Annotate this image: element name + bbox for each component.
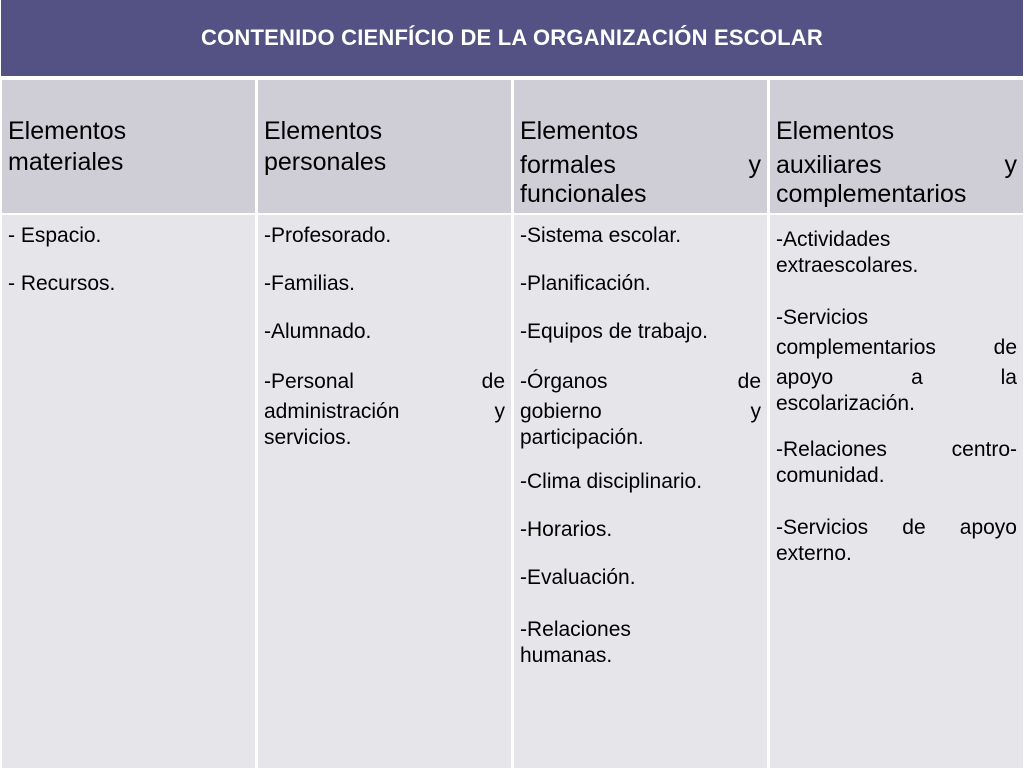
heading-line: funcionales — [520, 180, 647, 208]
word: -Actividades — [776, 228, 891, 251]
heading-word: y — [748, 151, 761, 179]
heading-line: complementarios — [776, 180, 967, 208]
list-item: -Profesorado. — [264, 224, 392, 247]
list-item: -Alumnado. — [264, 320, 372, 343]
list-item: -Evaluación. — [520, 566, 636, 589]
column-heading — [258, 80, 511, 213]
list-item: -Familias. — [264, 272, 356, 295]
word: -Personal — [264, 370, 354, 393]
table-title — [1, 0, 1023, 76]
word: extraescolares. — [776, 254, 919, 277]
word: -Servicios — [776, 306, 869, 329]
list-item: -Planificación. — [520, 272, 651, 295]
word: y — [494, 400, 505, 423]
list-item: -Equipos de trabajo. — [520, 320, 708, 343]
column-body — [514, 215, 767, 768]
word: comunidad. — [776, 464, 885, 487]
word: apoyo — [776, 366, 834, 389]
word: -Órganos — [520, 370, 608, 393]
list-item — [776, 305, 1017, 417]
word: complementarios — [776, 336, 936, 359]
word: apoyo — [959, 516, 1017, 539]
table-title-text: CONTENIDO CIENFÍCIO DE LA ORGANIZACIÓN ESCOLAR — [201, 25, 823, 50]
heading-line: materiales — [8, 148, 124, 176]
column-heading — [770, 80, 1023, 213]
word: gobierno — [520, 400, 602, 423]
word: la — [1000, 366, 1017, 389]
word: y — [750, 400, 761, 423]
word: administración — [264, 400, 400, 423]
word: centro- — [951, 438, 1017, 461]
heading-line: Elementos — [264, 117, 383, 145]
heading-line: Elementos — [520, 117, 639, 145]
heading-line: Elementos — [776, 117, 895, 145]
column-body — [258, 215, 511, 768]
word: servicios. — [264, 426, 352, 449]
word: a — [911, 366, 923, 389]
column-auxiliares — [770, 80, 1023, 768]
heading-word: y — [1004, 151, 1017, 179]
word: de — [993, 336, 1017, 359]
heading-line: Elementos — [8, 117, 127, 145]
column-body — [2, 215, 255, 768]
list-item: -Sistema escolar. — [520, 224, 682, 247]
heading-line: personales — [264, 148, 387, 176]
list-item: - Espacio. — [8, 224, 102, 247]
word: humanas. — [520, 644, 613, 667]
column-formales — [514, 80, 767, 768]
word: participación. — [520, 426, 644, 449]
list-item — [776, 437, 1017, 489]
word: de — [902, 516, 926, 539]
list-item: -Clima disciplinario. — [520, 470, 703, 493]
column-body — [770, 215, 1023, 768]
column-heading — [514, 80, 767, 213]
word: -Relaciones — [520, 618, 631, 641]
word: -Relaciones — [776, 438, 887, 461]
heading-word: formales — [520, 151, 616, 179]
list-item — [776, 515, 1017, 567]
word: externo. — [776, 542, 852, 565]
word: de — [737, 370, 761, 393]
list-item — [520, 369, 761, 451]
word: -Servicios — [776, 516, 869, 539]
word: de — [481, 370, 505, 393]
list-item: - Recursos. — [8, 272, 116, 295]
column-heading — [2, 80, 255, 213]
list-item — [776, 227, 1017, 279]
column-materiales — [2, 80, 255, 768]
list-item — [264, 369, 505, 451]
word: escolarización. — [776, 392, 915, 415]
list-item: -Horarios. — [520, 518, 613, 541]
heading-word: auxiliares — [776, 151, 882, 179]
column-personales — [258, 80, 511, 768]
list-item — [520, 617, 761, 669]
